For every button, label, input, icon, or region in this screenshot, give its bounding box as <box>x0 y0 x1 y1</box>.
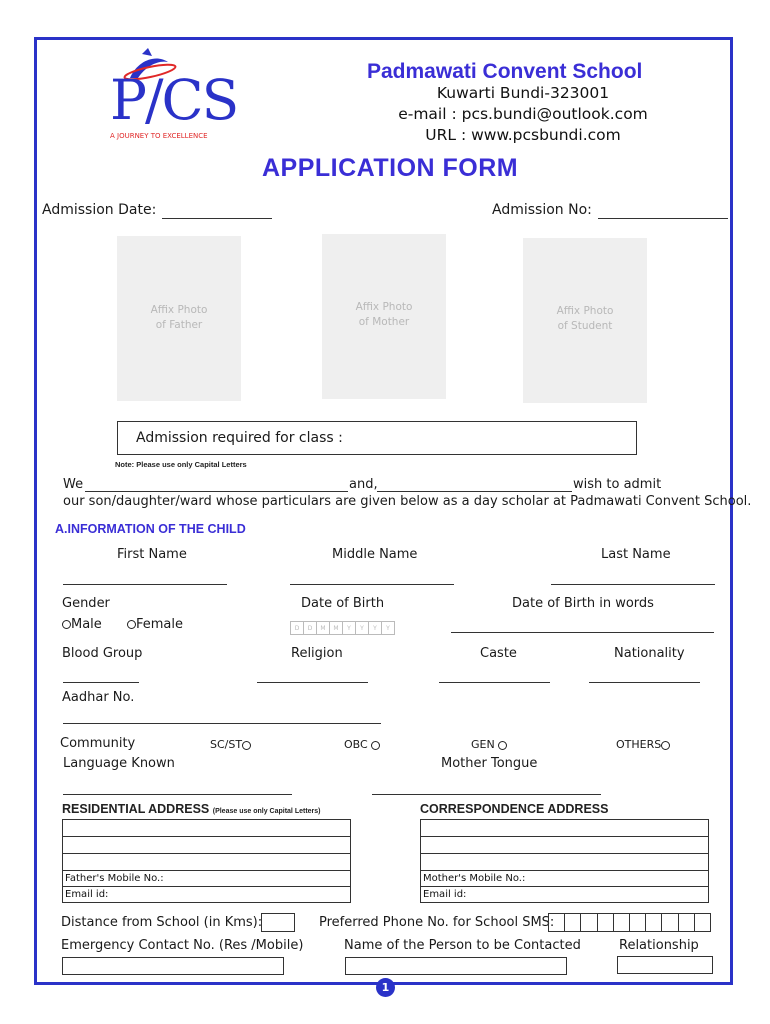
community-label: Community <box>60 736 136 751</box>
decl-we: We <box>63 477 84 492</box>
parent1-name-field[interactable] <box>85 491 348 492</box>
language-field[interactable] <box>63 794 292 795</box>
male-radio-icon[interactable] <box>62 620 71 629</box>
nationality-label: Nationality <box>614 646 685 661</box>
last-name-label: Last Name <box>601 547 671 562</box>
obc-radio-icon[interactable] <box>371 741 380 750</box>
admission-no-field[interactable] <box>598 218 728 219</box>
gen-option[interactable] <box>471 738 507 751</box>
caste-label: Caste <box>480 646 517 661</box>
residential-email-label: Email id: <box>65 889 109 900</box>
capital-letters-note: Note: Please use only Capital Letters <box>115 460 247 469</box>
dob-label: Date of Birth <box>301 596 385 611</box>
phone-digit-cell[interactable] <box>580 913 597 932</box>
obc-option[interactable] <box>344 738 380 751</box>
class-label: Admission required for class : <box>136 430 343 446</box>
admission-no-label: Admission No: <box>492 202 592 218</box>
school-logo <box>108 48 258 144</box>
first-name-label: First Name <box>117 547 187 562</box>
mother-photo-line2: of Mother <box>358 316 410 328</box>
middle-name-label: Middle Name <box>332 547 418 562</box>
decl-line2: our son/daughter/ward whose particulars are given below as a day scholar at Padmawati Convent School. <box>63 494 752 509</box>
student-photo-box[interactable] <box>523 238 647 403</box>
aadhar-label: Aadhar No. <box>62 690 135 705</box>
religion-field[interactable] <box>257 682 368 683</box>
mother-photo-line1: Affix Photo <box>355 301 413 313</box>
mother-mobile-label: Mother's Mobile No.: <box>423 873 526 884</box>
student-photo-line1: Affix Photo <box>556 305 614 317</box>
others-option[interactable] <box>616 738 670 751</box>
form-title: APPLICATION FORM <box>262 154 519 182</box>
father-mobile-label: Father's Mobile No.: <box>65 873 164 884</box>
decl-wish: wish to admit <box>573 477 662 492</box>
residential-line-2[interactable] <box>62 836 351 854</box>
preferred-phone-cells[interactable] <box>548 913 711 932</box>
father-mobile-field[interactable] <box>62 870 351 887</box>
dob-cell[interactable]: Y <box>355 621 369 635</box>
preferred-phone-label: Preferred Phone No. for School SMS: <box>319 915 555 930</box>
dob-cell[interactable]: M <box>329 621 343 635</box>
father-photo-line2: of Father <box>155 319 203 331</box>
phone-digit-cell[interactable] <box>678 913 695 932</box>
distance-field[interactable] <box>261 913 295 932</box>
school-url: URL : www.pcsbundi.com <box>425 126 621 144</box>
residential-note: (Please use only Capital Letters) <box>212 808 321 815</box>
emergency-field[interactable] <box>62 957 284 975</box>
male-option[interactable] <box>62 617 102 632</box>
school-name: Padmawati Convent School <box>367 60 643 83</box>
residential-line-3[interactable] <box>62 853 351 871</box>
dob-cell[interactable]: Y <box>368 621 382 635</box>
phone-digit-cell[interactable] <box>629 913 646 932</box>
admission-date-label: Admission Date: <box>42 202 157 218</box>
page-number: 1 <box>376 978 395 997</box>
parent2-name-field[interactable] <box>377 491 572 492</box>
residential-address-table <box>62 819 351 903</box>
dob-words-label: Date of Birth in words <box>512 596 654 611</box>
obc-label: OBC <box>344 738 368 751</box>
male-label: Male <box>71 617 102 632</box>
phone-digit-cell[interactable] <box>661 913 678 932</box>
admission-date-field[interactable] <box>162 218 272 219</box>
first-name-field[interactable] <box>63 584 227 585</box>
others-radio-icon[interactable] <box>661 741 670 750</box>
female-option[interactable] <box>127 617 183 632</box>
logo-text: P/CS <box>110 68 238 132</box>
relationship-label: Relationship <box>619 938 699 953</box>
caste-field[interactable] <box>439 682 550 683</box>
father-photo-line1: Affix Photo <box>150 304 208 316</box>
female-label: Female <box>136 617 184 632</box>
correspondence-email-label: Email id: <box>423 889 467 900</box>
section-a-title: A.INFORMATION OF THE CHILD <box>55 522 246 536</box>
mother-tongue-label: Mother Tongue <box>441 756 538 771</box>
dob-cells[interactable] <box>290 615 394 635</box>
correspondence-title: CORRESPONDENCE ADDRESS <box>420 802 609 816</box>
phone-digit-cell[interactable] <box>548 913 565 932</box>
dob-cell[interactable]: Y <box>381 621 395 635</box>
correspondence-line-3[interactable] <box>420 853 709 871</box>
gen-label: GEN <box>471 738 495 751</box>
middle-name-field[interactable] <box>290 584 454 585</box>
language-label: Language Known <box>63 756 175 771</box>
religion-label: Religion <box>291 646 343 661</box>
mother-photo-box[interactable] <box>322 234 446 399</box>
decl-and: and, <box>349 477 378 492</box>
distance-label: Distance from School (in Kms): <box>61 915 263 930</box>
phone-digit-cell[interactable] <box>694 913 711 932</box>
school-address: Kuwarti Bundi-323001 <box>436 84 610 102</box>
mother-tongue-field[interactable] <box>372 794 601 795</box>
dob-cell[interactable]: D <box>290 621 304 635</box>
dob-cell[interactable]: D <box>303 621 317 635</box>
female-radio-icon[interactable] <box>127 620 136 629</box>
correspondence-email-field[interactable] <box>420 886 709 903</box>
blood-group-field[interactable] <box>63 682 139 683</box>
scst-label: SC/ST <box>210 738 243 751</box>
scst-radio-icon[interactable] <box>242 741 251 750</box>
others-label: OTHERS <box>616 738 662 751</box>
correspondence-line-1[interactable] <box>420 819 709 837</box>
correspondence-address-table <box>420 819 709 903</box>
correspondence-line-2[interactable] <box>420 836 709 854</box>
father-photo-box[interactable] <box>117 236 241 401</box>
contact-person-field[interactable] <box>345 957 567 975</box>
phone-digit-cell[interactable] <box>597 913 614 932</box>
scst-option[interactable] <box>210 738 251 751</box>
logo-tagline: A JOURNEY TO EXCELLENCE <box>110 132 208 140</box>
phone-digit-cell[interactable] <box>645 913 662 932</box>
dob-cell[interactable]: M <box>316 621 330 635</box>
phone-digit-cell[interactable] <box>564 913 581 932</box>
last-name-field[interactable] <box>551 584 715 585</box>
phone-digit-cell[interactable] <box>613 913 630 932</box>
contact-person-label: Name of the Person to be Contacted <box>344 938 581 953</box>
nationality-field[interactable] <box>589 682 700 683</box>
residential-line-1[interactable] <box>62 819 351 837</box>
gen-radio-icon[interactable] <box>498 741 507 750</box>
student-photo-line2: of Student <box>557 320 613 332</box>
emergency-label: Emergency Contact No. (Res /Mobile) <box>61 938 304 953</box>
blood-group-label: Blood Group <box>62 646 143 661</box>
class-box[interactable] <box>117 421 637 455</box>
dob-words-field[interactable] <box>451 632 714 633</box>
aadhar-field[interactable] <box>63 723 381 724</box>
school-email: e-mail : pcs.bundi@outlook.com <box>398 105 648 123</box>
dob-cell[interactable]: Y <box>342 621 356 635</box>
residential-heading <box>62 802 321 816</box>
mother-mobile-field[interactable] <box>420 870 709 887</box>
gender-label: Gender <box>62 596 110 611</box>
relationship-field[interactable] <box>617 956 713 974</box>
residential-title: RESIDENTIAL ADDRESS <box>62 802 210 816</box>
residential-email-field[interactable] <box>62 886 351 903</box>
